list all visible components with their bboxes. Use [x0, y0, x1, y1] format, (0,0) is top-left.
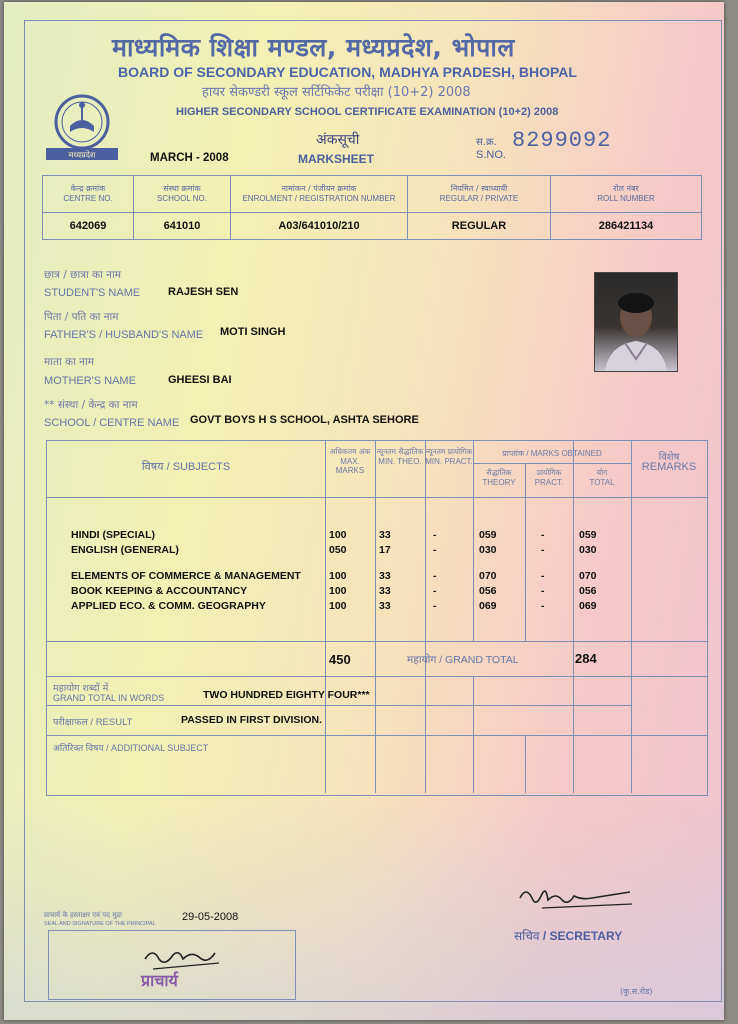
row-min-theo: 33 — [379, 600, 391, 612]
row-total: 070 — [579, 570, 597, 582]
principal-signature-label-hindi: प्राचार्य के हस्ताक्षर एवं पद मुद्रा — [44, 911, 122, 919]
principal-stamp-box — [48, 930, 296, 1000]
subject-row-accountancy-name: BOOK KEEPING & ACCOUNTANCY — [71, 585, 248, 597]
row-theory: 070 — [479, 570, 497, 582]
exam-title-english: HIGHER SECONDARY SCHOOL CERTIFICATE EXAMINATION (10+2) 2008 — [176, 106, 559, 118]
mother-name-label: MOTHER'S NAME — [44, 375, 136, 387]
marksheet-title-english: MARKSHEET — [298, 152, 375, 166]
printer-mark: (कु.स.रोड) — [620, 987, 653, 996]
total-in-words-value: TWO HUNDRED EIGHTY FOUR*** — [203, 689, 370, 701]
row-max: 050 — [329, 544, 347, 556]
result-value: PASSED IN FIRST DIVISION. — [181, 714, 322, 726]
serial-number: 8299092 — [512, 128, 612, 153]
row-min-pract: - — [433, 570, 437, 582]
school-no-value: 641010 — [134, 213, 231, 240]
roll-number-value: 286421134 — [551, 213, 702, 240]
student-name-label: STUDENT'S NAME — [44, 287, 141, 299]
subject-row-commerce-name: ELEMENTS OF COMMERCE & MANAGEMENT — [71, 570, 301, 582]
marks-table — [46, 440, 708, 796]
school-name-value: GOVT BOYS H S SCHOOL, ASHTA SEHORE — [190, 414, 419, 426]
subject-row-english-name: ENGLISH (GENERAL) — [71, 544, 179, 556]
grand-total-value: 284 — [575, 651, 597, 666]
school-no-header: संस्था क्रमांक SCHOOL NO. — [134, 176, 231, 213]
row-pract: - — [541, 600, 545, 612]
row-min-theo: 33 — [379, 529, 391, 541]
row-pract: - — [541, 529, 545, 541]
regular-private-header: नियमित / स्वाध्यायी REGULAR / PRIVATE — [408, 176, 551, 213]
row-total: 069 — [579, 600, 597, 612]
row-theory: 069 — [479, 600, 497, 612]
mother-name-label-hindi: माता का नाम — [44, 356, 94, 368]
grand-total-label: महायोग / GRAND TOTAL — [407, 654, 519, 666]
row-theory: 059 — [479, 529, 497, 541]
enrolment-header: नामांकन / पंजीयन क्रमांक ENROLMENT / REGISTRATION NUMBER — [231, 176, 408, 213]
row-max: 100 — [329, 600, 347, 612]
max-marks-total: 450 — [329, 652, 351, 667]
enrolment-value: A03/641010/210 — [231, 213, 408, 240]
row-min-pract: - — [433, 600, 437, 612]
practical-header: प्रायोगिक PRACT. — [534, 468, 564, 487]
total-in-words-label: GRAND TOTAL IN WORDS — [53, 693, 165, 703]
student-name-label-hindi: छात्र / छात्रा का नाम — [44, 269, 121, 281]
row-max: 100 — [329, 529, 347, 541]
total-in-words-label-hindi: महायोग शब्दों में — [53, 683, 109, 694]
row-theory: 056 — [479, 585, 497, 597]
row-total: 059 — [579, 529, 597, 541]
result-label: परीक्षाफल / RESULT — [53, 717, 133, 728]
row-min-theo: 17 — [379, 544, 391, 556]
father-name-label-hindi: पिता / पति का नाम — [44, 311, 119, 323]
marks-obtained-header: प्राप्तांक / MARKS OBTAINED — [502, 449, 602, 458]
secretary-signature — [512, 882, 642, 922]
registration-table — [42, 175, 702, 240]
subject-row-geography-name: APPLIED ECO. & COMM. GEOGRAPHY — [71, 600, 266, 612]
student-photo — [594, 272, 678, 372]
max-marks-header: अधिकतम अंक MAX. MARKS — [329, 447, 371, 475]
marksheet-title-hindi: अंकसूची — [316, 132, 360, 148]
school-name-label: SCHOOL / CENTRE NAME — [44, 417, 180, 429]
principal-stamp-text: प्राचार्य — [141, 971, 178, 990]
row-pract: - — [541, 570, 545, 582]
remarks-header: विशेष REMARKS — [641, 452, 697, 473]
additional-subject-label: अतिरिक्त विषय / ADDITIONAL SUBJECT — [53, 743, 209, 753]
issue-date: 29-05-2008 — [182, 911, 239, 923]
row-pract: - — [541, 585, 545, 597]
row-total: 030 — [579, 544, 597, 556]
serial-label-hindi: स.क्र. — [476, 137, 497, 148]
roll-number-header: रोल नंबर ROLL NUMBER — [551, 176, 702, 213]
subjects-header: विषय / SUBJECTS — [141, 461, 231, 473]
logo-label: मध्यप्रदेश — [68, 150, 96, 160]
min-practical-header: न्यूनतम प्रायोगिक MIN. PRACT. — [425, 447, 473, 466]
student-name-value: RAJESH SEN — [168, 286, 239, 298]
row-min-pract: - — [433, 544, 437, 556]
mother-name-value: GHEESI BAI — [168, 374, 232, 386]
regular-private-value: REGULAR — [408, 213, 551, 240]
theory-header: सैद्धांतिक THEORY — [482, 468, 516, 487]
serial-label-english: S.NO. — [476, 149, 506, 161]
subject-row-hindi-name: HINDI (SPECIAL) — [71, 529, 155, 541]
centre-no-header: केन्द्र क्रमांक CENTRE NO. — [43, 176, 134, 213]
student-photo-portrait — [595, 273, 677, 371]
secretary-label: सचिव / SECRETARY — [514, 929, 623, 943]
marksheet-document — [4, 2, 724, 1020]
board-title-english: BOARD OF SECONDARY EDUCATION, MADHYA PRADESH, BHOPAL — [118, 64, 577, 80]
school-name-label-hindi: ** संस्था / केन्द्र का नाम — [44, 399, 138, 411]
father-name-label: FATHER'S / HUSBAND'S NAME — [44, 329, 204, 341]
board-title-hindi: माध्यमिक शिक्षा मण्डल, मध्यप्रदेश, भोपाल — [112, 33, 515, 62]
row-theory: 030 — [479, 544, 497, 556]
exam-title-hindi: हायर सेकण्डरी स्कूल सर्टिफिकेट परीक्षा (10+2) 2008 — [202, 85, 471, 100]
exam-session: MARCH - 2008 — [150, 152, 229, 164]
row-max: 100 — [329, 570, 347, 582]
row-pract: - — [541, 544, 545, 556]
total-header: योग TOTAL — [589, 468, 615, 487]
row-min-theo: 33 — [379, 570, 391, 582]
row-max: 100 — [329, 585, 347, 597]
father-name-value: MOTI SINGH — [220, 326, 286, 338]
row-min-pract: - — [433, 585, 437, 597]
row-min-theo: 33 — [379, 585, 391, 597]
row-total: 056 — [579, 585, 597, 597]
centre-no-value: 642069 — [43, 213, 134, 240]
row-min-pract: - — [433, 529, 437, 541]
board-emblem-logo — [42, 92, 122, 162]
min-theory-header: न्यूनतम सैद्धांतिक MIN. THEO. — [376, 447, 424, 466]
principal-signature-label: SEAL AND SIGNATURE OF THE PRINCIPAL — [44, 921, 156, 927]
